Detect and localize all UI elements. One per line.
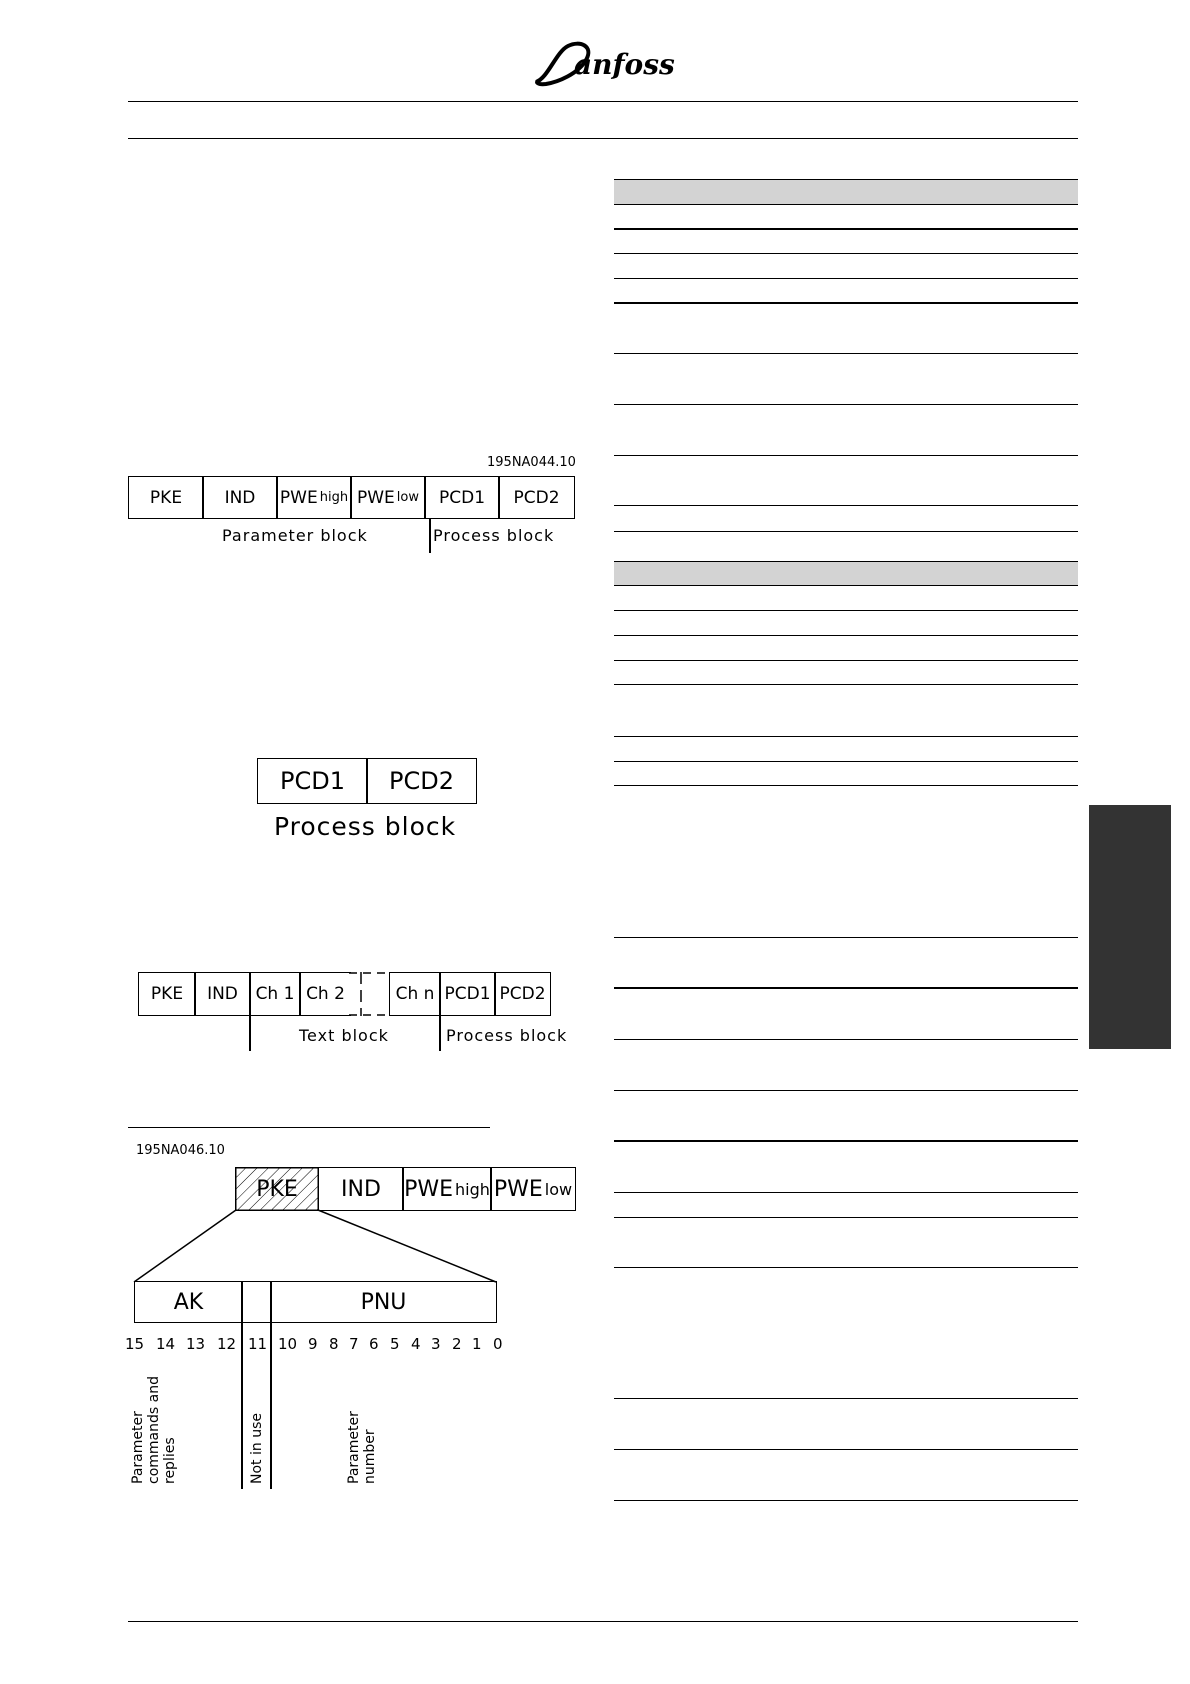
expansion-lines <box>130 1208 500 1288</box>
pcd1-cell: PCD1 <box>424 476 500 519</box>
danfoss-logo <box>528 38 678 94</box>
table-rule <box>614 585 1078 586</box>
table-rule <box>614 785 1078 786</box>
bit-number: 14 <box>156 1335 176 1353</box>
pwe-low-cell: PWE low <box>490 1167 576 1211</box>
unused-bit-field <box>241 1281 272 1323</box>
bit-divider <box>241 1323 243 1489</box>
pwe-high-cell: PWE high <box>402 1167 492 1211</box>
table-rule <box>614 204 1078 205</box>
bit-number: 3 <box>431 1335 441 1353</box>
bit-number: 12 <box>217 1335 237 1353</box>
pke-cell: PKE <box>138 972 196 1016</box>
table-header-bar <box>614 179 1078 204</box>
pcd1-cell: PCD1 <box>257 758 368 804</box>
parameter-block-label: Parameter block <box>222 526 368 545</box>
bit-number: 0 <box>493 1335 503 1353</box>
pnu-field: PNU <box>270 1281 497 1323</box>
not-in-use-label: Not in use <box>249 1413 265 1484</box>
header-rule-bottom <box>128 138 1078 139</box>
table-rule <box>614 179 1078 180</box>
ak-field: AK <box>134 1281 243 1323</box>
svg-text:anfoss: anfoss <box>574 48 675 81</box>
table-rule <box>614 684 1078 685</box>
char-1-cell: Ch 1 <box>249 972 301 1016</box>
bit-number: 5 <box>390 1335 400 1353</box>
commands-label: Parameter commands and replies <box>130 1376 178 1484</box>
block-divider <box>429 519 431 553</box>
process-block-label: Process block <box>274 812 457 841</box>
ellipsis-gap <box>349 972 391 1016</box>
text-block-divider <box>249 1016 251 1051</box>
parameter-number-label: Parameter number <box>346 1411 378 1484</box>
table-rule <box>614 1090 1078 1091</box>
bit-number: 2 <box>452 1335 462 1353</box>
bit-number: 11 <box>248 1335 268 1353</box>
table-rule <box>614 278 1078 279</box>
table-rule <box>614 761 1078 762</box>
table-rule <box>614 937 1078 938</box>
table-rule <box>614 404 1078 405</box>
pcd1-cell: PCD1 <box>439 972 496 1016</box>
table-rule <box>614 1267 1078 1268</box>
table-rule <box>614 736 1078 737</box>
ind-cell: IND <box>318 1167 404 1211</box>
footer-rule <box>128 1621 1078 1622</box>
char-2-cell: Ch 2 <box>299 972 351 1016</box>
bit-number: 7 <box>349 1335 359 1353</box>
text-block-label: Text block <box>299 1026 389 1045</box>
table-rule <box>614 228 1078 230</box>
table-rule <box>614 635 1078 636</box>
table-rule <box>614 561 1078 562</box>
pcd2-cell: PCD2 <box>494 972 551 1016</box>
table-rule <box>614 302 1078 304</box>
section-tab <box>1089 805 1171 1049</box>
table-rule <box>614 505 1078 506</box>
table-header-bar <box>614 561 1078 586</box>
pwe-low-cell: PWE low <box>350 476 426 519</box>
process-block-divider <box>439 1016 441 1051</box>
table-rule <box>614 660 1078 661</box>
table-rule <box>614 353 1078 354</box>
bit-number: 8 <box>329 1335 339 1353</box>
pke-cell: PKE <box>256 1176 298 1202</box>
table-rule <box>614 1398 1078 1399</box>
process-block-label: Process block <box>433 526 555 545</box>
table-rule <box>614 987 1078 989</box>
ind-cell: IND <box>194 972 251 1016</box>
bit-number: 4 <box>411 1335 421 1353</box>
bit-number: 15 <box>125 1335 145 1353</box>
table-rule <box>614 253 1078 254</box>
bit-number: 13 <box>186 1335 206 1353</box>
pwe-high-cell: PWE high <box>276 476 352 519</box>
pke-cell: PKE <box>128 476 204 519</box>
table-rule <box>614 1500 1078 1501</box>
table-rule <box>614 1192 1078 1193</box>
table-rule <box>614 1039 1078 1040</box>
process-block-label: Process block <box>446 1026 568 1045</box>
figure-code: 195NA046.10 <box>136 1143 225 1158</box>
table-rule <box>614 455 1078 456</box>
pcd2-cell: PCD2 <box>366 758 477 804</box>
ind-cell: IND <box>202 476 278 519</box>
table-rule <box>614 531 1078 532</box>
table-rule <box>614 1140 1078 1142</box>
section-rule <box>128 1127 490 1128</box>
table-rule <box>614 610 1078 611</box>
table-rule <box>614 1217 1078 1218</box>
pcd2-cell: PCD2 <box>498 476 575 519</box>
header-rule-top <box>128 101 1078 102</box>
figure-code: 195NA044.10 <box>487 455 576 470</box>
bit-number: 10 <box>278 1335 298 1353</box>
bit-number: 9 <box>308 1335 318 1353</box>
bit-number: 1 <box>472 1335 482 1353</box>
char-n-cell: Ch n <box>389 972 441 1016</box>
table-rule <box>614 1449 1078 1450</box>
bit-divider <box>270 1323 272 1489</box>
bit-number: 6 <box>369 1335 379 1353</box>
